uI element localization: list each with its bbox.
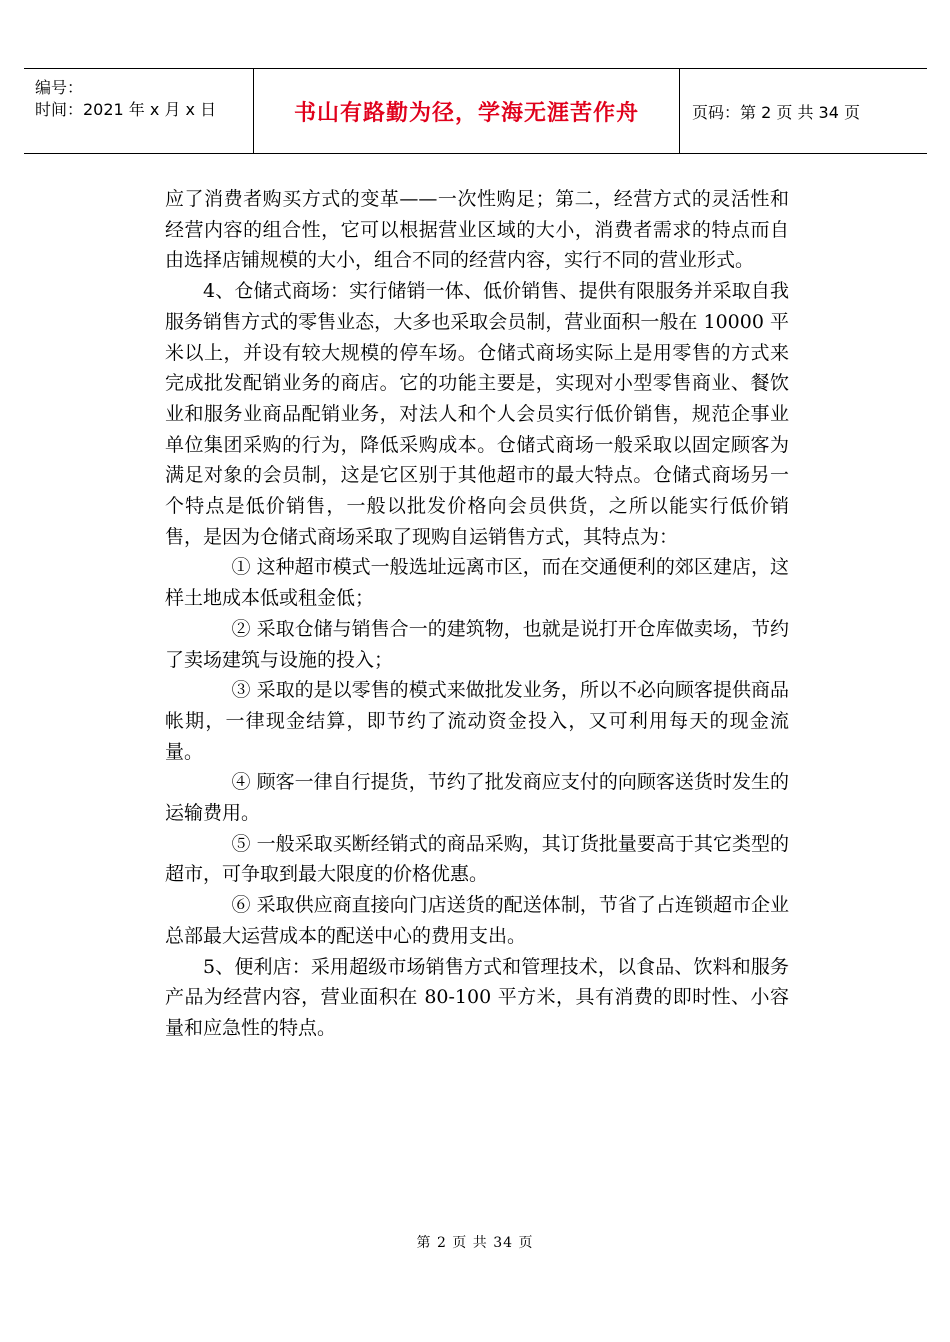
page-footer: 第 2 页 共 34 页: [416, 1235, 534, 1251]
paragraph-continuation: 应了消费者购买方式的变革——一次性购足；第二，经营方式的灵活性和经营内容的组合性，它可以根据营业区域的大小，消费者需求的特点而自由选择店铺规模的大小，组合不同的经营内容，实行不同的营业形式。: [165, 188, 789, 272]
header-motto: 书山有路勤为径，学海无涯苦作舟: [254, 69, 680, 153]
list-item: ② 采取仓储与销售合一的建筑物，也就是说打开仓库做卖场，节约了卖场建筑与设施的投入；: [165, 617, 789, 671]
header-meta: [24, 69, 254, 153]
list-item: ④ 顾客一律自行提货，节约了批发商应支付的向顾客送货时发生的运输费用。: [165, 771, 789, 825]
list-item: ① 这种超市模式一般选址远离市区，而在交通便利的郊区建店，这样土地成本低或租金低；: [165, 556, 789, 610]
document-time-label: 时间：2021 年 x 月 x 日: [35, 100, 217, 119]
page-header: [24, 68, 927, 154]
paragraph-convenience-store: 5、便利店：采用超级市场销售方式和管理技术，以食品、饮料和服务产品为经营内容，营业面积在 80-100 平方米，具有消费的即时性、小容量和应急性的特点。: [165, 955, 789, 1039]
list-item: ③ 采取的是以零售的模式来做批发业务，所以不必向顾客提供商品帐期，一律现金结算，即节约了流动资金投入，又可利用每天的现金流量。: [165, 679, 789, 763]
header-page-info: 页码：第 2 页 共 34 页: [692, 102, 860, 122]
list-item: ⑤ 一般采取买断经销式的商品采购，其订货批量要高于其它类型的超市，可争取到最大限度的价格优惠。: [165, 832, 789, 886]
paragraph-warehouse-store: 4、仓储式商场：实行储销一体、低价销售、提供有限服务并采取自我服务销售方式的零售业态，大多也采取会员制，营业面积一般在 10000 平米以上，并设有较大规模的停车场。仓储式商场实际上是用零售的方式来完成批发配销业务的商店。它的功能主要是，实现对小型零售商业、餐饮业和服务业商品配销业务，对法人和个人会员实行低价销售，规范企事业单位集团采购的行为，降低采购成本。仓储式商场一般采取以固定顾客为满足对象的会员制，这是它区别于其他超市的最大特点。仓储式商场另一个特点是低价销售，一般以批发价格向会员供货，之所以能实行低价销售，是因为仓储式商场采取了现购自运销售方式，其特点为：: [165, 280, 789, 548]
list-item: ⑥ 采取供应商直接向门店送货的配送体制，节省了占连锁超市企业总部最大运营成本的配送中心的费用支出。: [165, 894, 789, 947]
document-number-label: 编号：: [35, 78, 84, 97]
document-body: [165, 184, 789, 1044]
